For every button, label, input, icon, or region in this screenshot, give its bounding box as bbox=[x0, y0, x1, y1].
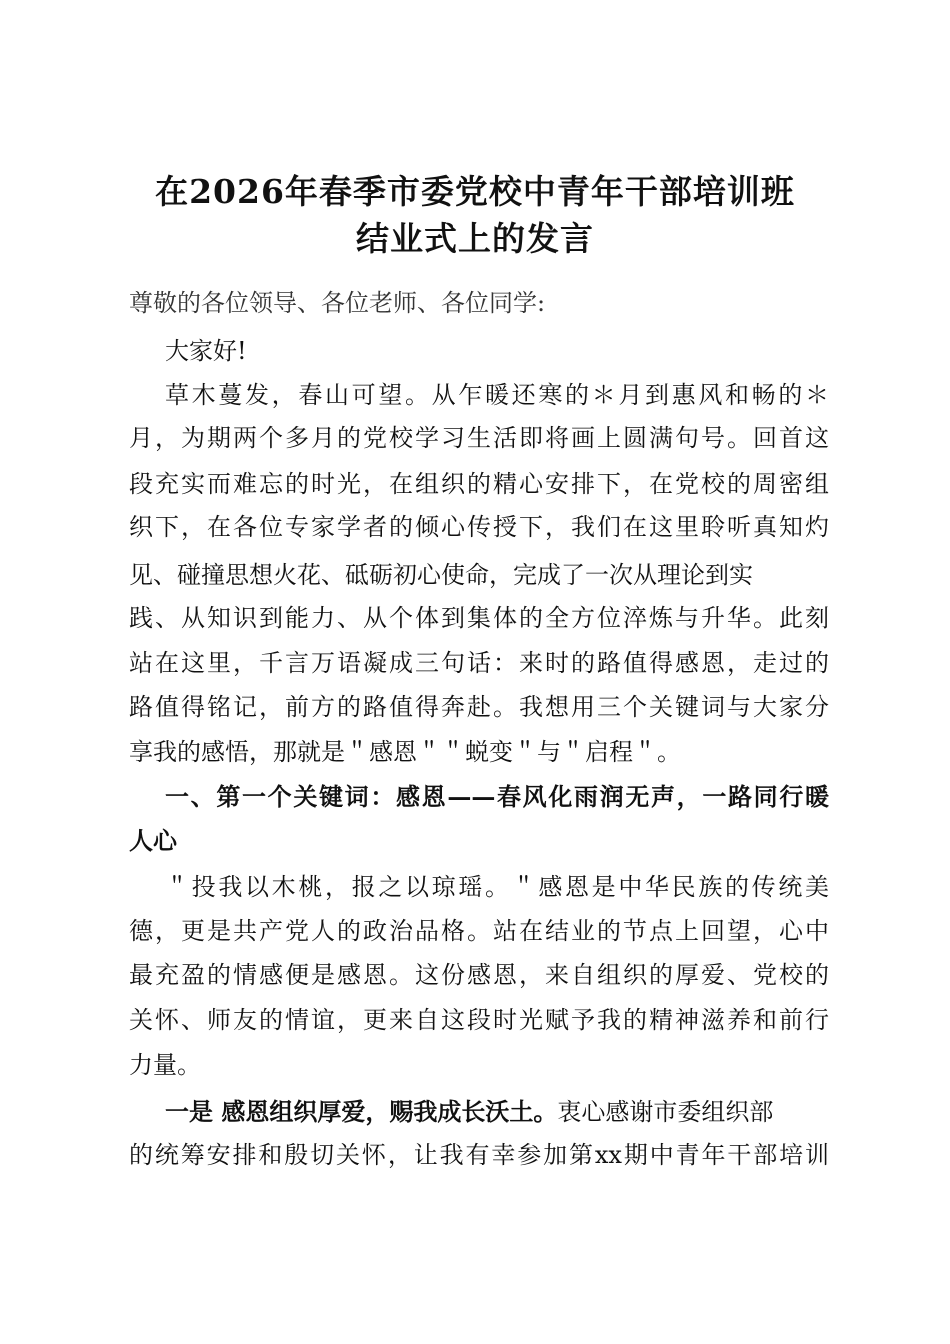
paragraph-2-line: ＂投我以木桃，报之以琼瑶。＂感恩是中华民族的传统美 bbox=[165, 873, 829, 901]
paragraph-3-line bbox=[165, 1097, 829, 1127]
greeting: 大家好! bbox=[165, 337, 247, 365]
paragraph-1-line: 段充实而难忘的时光，在组织的精心安排下，在党校的周密组 bbox=[129, 470, 829, 498]
paragraph-2-line: 力量。 bbox=[129, 1051, 201, 1079]
salutation: 尊敬的各位领导、各位老师、各位同学: bbox=[129, 289, 546, 317]
section-heading-1: 人心 bbox=[129, 826, 177, 855]
paragraph-2-line: 德，更是共产党人的政治品格。站在结业的节点上回望，心中 bbox=[129, 917, 829, 945]
paragraph-3-lead: 一是 感恩组织厚爱，赐我成长沃土。 bbox=[165, 1097, 558, 1126]
paragraph-2-line: 最充盈的情感便是感恩。这份感恩，来自组织的厚爱、党校的 bbox=[129, 961, 829, 989]
document-title-line-1: 在2026年春季市委党校中青年干部培训班 bbox=[155, 172, 795, 211]
document-title-line-2: 结业式上的发言 bbox=[356, 219, 594, 258]
paragraph-1-line: 享我的感悟，那就是＂感恩＂＂蜕变＂与＂启程＂。 bbox=[129, 738, 681, 766]
paragraph-2-line: 关怀、师友的情谊，更来自这段时光赋予我的精神滋养和前行 bbox=[129, 1006, 829, 1034]
paragraph-1-line: 草木蔓发，春山可望。从乍暖还寒的＊月到惠风和畅的＊ bbox=[165, 381, 829, 409]
paragraph-3-line: 的统筹安排和殷切关怀，让我有幸参加第xx期中青年干部培训 bbox=[129, 1141, 829, 1169]
paragraph-1-line: 织下，在各位专家学者的倾心传授下，我们在这里聆听真知灼 bbox=[129, 513, 829, 541]
paragraph-1-line: 见、碰撞思想火花、砥砺初心使命，完成了一次从理论到实 bbox=[129, 561, 753, 589]
paragraph-1-line: 路值得铭记，前方的路值得奔赴。我想用三个关键词与大家分 bbox=[129, 693, 829, 721]
section-heading-1: 一、第一个关键词：感恩——春风化雨润无声，一路同行暖 bbox=[165, 782, 829, 811]
paragraph-1-line: 践、从知识到能力、从个体到集体的全方位淬炼与升华。此刻 bbox=[129, 604, 829, 632]
paragraph-1-line: 月，为期两个多月的党校学习生活即将画上圆满句号。回首这 bbox=[129, 424, 829, 452]
paragraph-3-text: 衷心感谢市委组织部 bbox=[557, 1098, 774, 1126]
paragraph-1-line: 站在这里，千言万语凝成三句话：来时的路值得感恩，走过的 bbox=[129, 649, 829, 677]
